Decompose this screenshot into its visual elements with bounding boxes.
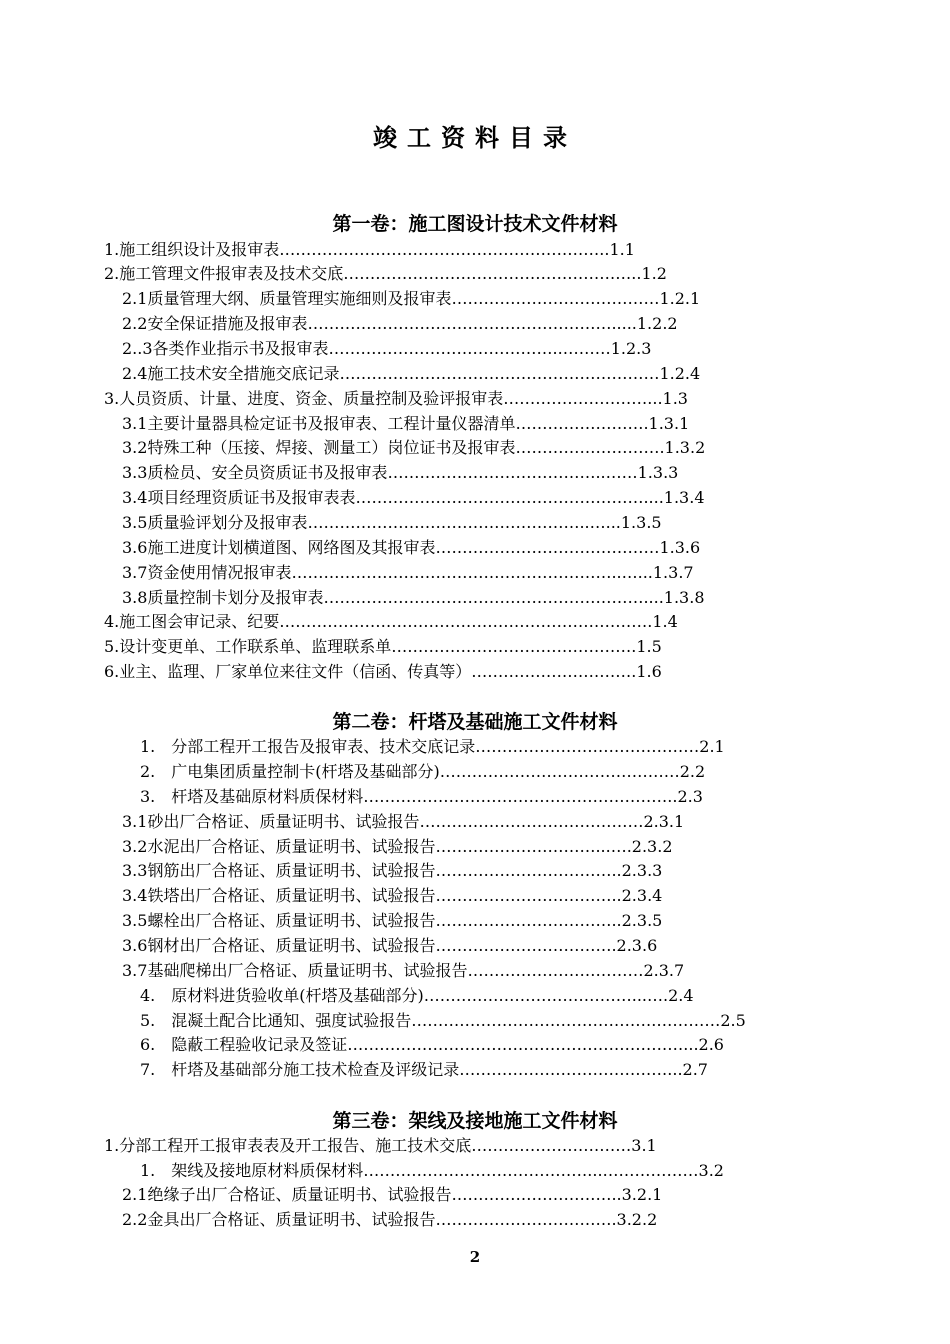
toc-entry: 3.1砂出厂合格证、质量证明书、试验报告……………………………………2.3.1 (122, 812, 685, 831)
volume-1-heading: 第一卷：施工图设计技术文件材料 (332, 213, 618, 235)
toc-entry: 2.4施工技术安全措施交底记录……………………………………………………1.2.4 (122, 364, 701, 383)
toc-entry: 1.施工组织设计及报审表……………………………………………………..1.1 (104, 240, 635, 259)
toc-entry: 3. 杆塔及基础原材料质保材料…………………………………………………..2.3 (140, 787, 703, 806)
toc-entry: 1.分部工程开工报审表表及开工报告、施工技术交底…………………………3.1 (104, 1136, 657, 1155)
toc-entry: 6. 隐蔽工程验收记录及签证………………………………………………………...2.6 (140, 1035, 724, 1054)
toc-entry: 7. 杆塔及基础部分施工技术检查及评级记录…………………………………...2.7 (140, 1060, 708, 1079)
toc-entry: 2. 广电集团质量控制卡(杆塔及基础部分)………………………………………2.2 (140, 762, 706, 781)
toc-entry: 3.8质量控制卡划分及报审表……………………………………………………....1.3.8 (122, 588, 705, 607)
toc-entry: 1. 架线及接地原材料质保材料……………………………………...………………3.2 (140, 1161, 724, 1180)
toc-entry: 5. 混凝土配合比通知、强度试验报告……………………………………….…………2.5 (140, 1011, 746, 1030)
toc-entry: 3.5螺栓出厂合格证、质量证明书、试验报告……………………………..2.3.5 (122, 911, 663, 930)
toc-entry: 3.4铁塔出厂合格证、质量证明书、试验报告……………………………..2.3.4 (122, 886, 663, 905)
toc-entry: 3.7基础爬梯出厂合格证、质量证明书、试验报告……………………………2.3.7 (122, 961, 685, 980)
toc-entry: 2.2金具出厂合格证、质量证明书、试验报告…………………………….3.2.2 (122, 1210, 658, 1229)
toc-entry: 2.2安全保证措施及报审表………………………………………………….....1.2.2 (122, 314, 678, 333)
toc-entry: 2.1质量管理大纲、质量管理实施细则及报审表…………………………………1.2.1 (122, 289, 701, 308)
toc-entry: 4. 原材料进货验收单(杆塔及基础部分)…………………………………...….2.4 (140, 986, 694, 1005)
toc-entry: 3.3钢筋出厂合格证、质量证明书、试验报告……………………………..2.3.3 (122, 861, 663, 880)
volume-3-heading: 第三卷：架线及接地施工文件材料 (332, 1110, 618, 1132)
toc-entry: 3.4项目经理资质证书及报审表表………………………………………………....1.3.4 (122, 488, 705, 507)
volume-2-heading: 第二卷：杆塔及基础施工文件材料 (332, 711, 618, 733)
toc-entry: 6.业主、监理、厂家单位来往文件（信函、传真等）………………………….1.6 (104, 662, 662, 681)
toc-entry: 1. 分部工程开工报告及报审表、技术交底记录……………………………………2.1 (140, 737, 725, 756)
toc-entry: 4.施工图会审记录、纪要…………………………………………………………….1.4 (104, 612, 678, 631)
toc-entry: 2..3各类作业指示书及报审表……………………………………..………1.2.3 (122, 339, 652, 358)
toc-entry: 3.2特殊工种（压接、焊接、测量工）岗位证书及报审表……………………….1.3.2 (122, 438, 706, 457)
page-title: 竣工资料目录 (373, 124, 577, 152)
toc-entry: 3.6施工进度计划横道图、网络图及其报审表……………………………………1.3.6 (122, 538, 701, 557)
page-number: 2 (469, 1248, 481, 1266)
toc-entry: 3.6钢材出厂合格证、质量证明书、试验报告…………………………….2.3.6 (122, 936, 658, 955)
toc-entry: 3.人员资质、计量、进度、资金、质量控制及验评报审表………………………...1.3 (104, 389, 688, 408)
toc-entry: 2.施工管理文件报审表及技术交底………………………………………………..1.2 (104, 264, 667, 283)
toc-entry: 2.1绝缘子出厂合格证、质量证明书、试验报告…………………………..3.2.1 (122, 1185, 663, 1204)
toc-entry: 3.1主要计量器具检定证书及报审表、工程计量仪器清单…………………….1.3.1 (122, 414, 690, 433)
toc-entry: 3.3质检员、安全员资质证书及报审表…………………………………..……1.3.3 (122, 463, 679, 482)
toc-entry: 3.7资金使用情况报审表……………………………………………………..…...1.3.7 (122, 563, 694, 582)
toc-entry: 5.设计变更单、工作联系单、监理联系单……………………………………….1.5 (104, 637, 662, 656)
toc-entry: 3.2水泥出厂合格证、质量证明书、试验报告…………………………...….2.3.2 (122, 837, 673, 856)
toc-entry: 3.5质量验评划分及报审表……………………………………………..…...1.3.5 (122, 513, 662, 532)
